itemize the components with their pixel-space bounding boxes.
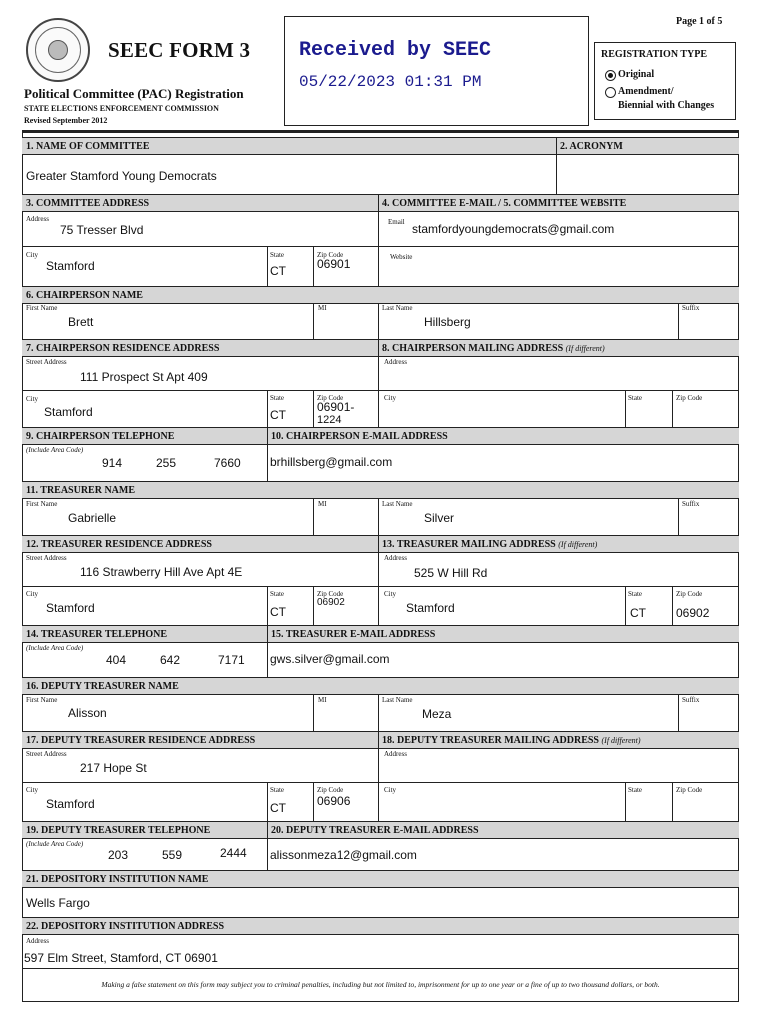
section-8-title: 8. CHAIRPERSON MAILING ADDRESS <box>382 343 564 354</box>
chair-city-field[interactable]: Stamford <box>44 405 93 419</box>
mail-zip-label: Zip Code <box>676 590 703 598</box>
suffix-label: Suffix <box>682 304 700 312</box>
radio-original[interactable] <box>605 70 616 81</box>
section-18-title: 18. DEPUTY TREASURER MAILING ADDRESS <box>382 735 599 746</box>
section-13-title: 13. TREASURER MAILING ADDRESS <box>382 539 556 550</box>
committee-zip-field[interactable]: 06901 <box>317 257 351 271</box>
area-code-label: (Include Area Code) <box>26 840 84 848</box>
section-19-header: 19. DEPUTY TREASURER TELEPHONE <box>22 821 268 839</box>
state-label: State <box>270 786 284 794</box>
first-name-label: First Name <box>26 500 58 508</box>
treasurer-state-field[interactable]: CT <box>270 605 286 619</box>
mail-zip-label: Zip Code <box>676 786 703 794</box>
chair-zip-field[interactable]: 06901- <box>317 400 355 414</box>
area-code-label: (Include Area Code) <box>26 644 84 652</box>
divider <box>678 695 679 731</box>
if-different-note: (If different) <box>601 736 641 745</box>
chair-street-field[interactable]: 111 Prospect St Apt 409 <box>80 370 208 384</box>
treasurer-street-field[interactable]: 116 Strawberry Hill Ave Apt 4E <box>80 565 243 579</box>
section-1-header: 1. NAME OF COMMITTEE <box>22 137 557 155</box>
divider <box>22 586 739 587</box>
section-3-header: 3. COMMITTEE ADDRESS <box>22 194 379 212</box>
state-label: State <box>270 394 284 402</box>
section-18-header <box>378 731 739 749</box>
section-12-header: 12. TREASURER RESIDENCE ADDRESS <box>22 535 379 553</box>
divider <box>313 246 314 286</box>
divider <box>22 968 739 969</box>
divider <box>672 586 673 625</box>
radio-amendment-label: Amendment/ <box>618 86 674 97</box>
page-number: Page 1 of 5 <box>676 16 723 27</box>
mail-city-label: City <box>384 394 397 402</box>
chair-first-name-field[interactable]: Brett <box>68 315 94 329</box>
chair-zip-ext-field[interactable]: 1224 <box>317 414 342 426</box>
section-22-header: 22. DEPOSITORY INSTITUTION ADDRESS <box>22 917 739 935</box>
section-15-header: 15. TREASURER E-MAIL ADDRESS <box>267 625 739 643</box>
treasurer-zip-field[interactable]: 06902 <box>317 597 345 608</box>
last-name-label: Last Name <box>382 304 413 312</box>
treasurer-first-name-field[interactable]: Gabrielle <box>68 511 117 525</box>
section-13-header <box>378 535 739 553</box>
stamp-received-text: Received by SEEC <box>299 39 492 62</box>
treasurer-phone-line-field[interactable]: 7171 <box>218 653 245 667</box>
last-name-label: Last Name <box>382 500 413 508</box>
divider <box>267 625 268 678</box>
state-label: State <box>270 251 284 259</box>
mail-zip-label: Zip Code <box>676 394 703 402</box>
zip-label: Zip Code <box>317 590 344 598</box>
state-label: State <box>270 590 284 598</box>
street-address-label: Street Address <box>26 554 67 562</box>
deputy-street-field[interactable]: 217 Hope St <box>80 761 147 775</box>
deputy-zip-field[interactable]: 06906 <box>317 794 351 808</box>
committee-name-field[interactable]: Greater Stamford Young Democrats <box>26 169 217 183</box>
divider <box>378 304 379 339</box>
deputy-state-field[interactable]: CT <box>270 801 286 815</box>
divider <box>267 427 268 482</box>
section-7-header: 7. CHAIRPERSON RESIDENCE ADDRESS <box>22 339 379 357</box>
registration-type-title: REGISTRATION TYPE <box>601 49 708 60</box>
section-11-header: 11. TREASURER NAME <box>22 481 739 499</box>
divider <box>313 782 314 821</box>
received-stamp <box>284 16 589 126</box>
city-label: City <box>26 395 39 403</box>
mail-state-label: State <box>628 786 642 794</box>
deputy-phone-prefix-field[interactable]: 559 <box>162 848 183 862</box>
treasurer-mail-city-field[interactable]: Stamford <box>406 601 455 615</box>
divider <box>378 535 379 625</box>
agency-name: STATE ELECTIONS ENFORCEMENT COMMISSION <box>24 104 219 113</box>
divider <box>267 821 268 871</box>
revision-date: Revised September 2012 <box>24 116 108 125</box>
area-code-label: (Include Area Code) <box>26 446 84 454</box>
divider <box>678 304 679 339</box>
divider <box>556 137 557 194</box>
stamp-datetime: 05/22/2023 01:31 PM <box>299 73 482 91</box>
form-subtitle: Political Committee (PAC) Registration <box>24 86 244 101</box>
mail-city-label: City <box>384 786 397 794</box>
section-6-header: 6. CHAIRPERSON NAME <box>22 286 739 304</box>
divider <box>672 390 673 427</box>
email-label: Email <box>388 218 405 226</box>
street-address-label: Street Address <box>26 358 67 366</box>
section-20-header: 20. DEPUTY TREASURER E-MAIL ADDRESS <box>267 821 739 839</box>
divider <box>313 695 314 731</box>
divider <box>313 390 314 427</box>
treasurer-city-field[interactable]: Stamford <box>46 601 95 615</box>
penalty-notice: Making a false statement on this form may subject you to criminal penalties, including but not limited to, imprisonment for up to one year or a fine of up to two thousand dollars, or both. <box>101 980 660 989</box>
first-name-label: First Name <box>26 696 58 704</box>
treasurer-phone-area-field[interactable]: 404 <box>106 653 127 667</box>
zip-label: Zip Code <box>317 394 344 402</box>
radio-original-label: Original <box>618 69 655 80</box>
divider <box>378 499 379 535</box>
treasurer-phone-prefix-field[interactable]: 642 <box>160 653 181 667</box>
section-2-header: 2. ACRONYM <box>556 137 739 155</box>
treasurer-mail-state-field[interactable]: CT <box>630 606 646 620</box>
radio-amendment-label-2: Biennial with Changes <box>618 100 715 111</box>
street-address-label: Street Address <box>26 750 67 758</box>
mi-label: MI <box>318 304 327 312</box>
section-17-header: 17. DEPUTY TREASURER RESIDENCE ADDRESS <box>22 731 379 749</box>
depository-address-field[interactable]: 597 Elm Street, Stamford, CT 06901 <box>24 951 218 965</box>
chair-last-name-field[interactable]: Hillsberg <box>424 315 471 329</box>
divider <box>625 390 626 427</box>
divider <box>625 782 626 821</box>
divider <box>267 390 268 427</box>
mail-city-label: City <box>384 590 397 598</box>
if-different-note: (If different) <box>558 540 598 549</box>
form-title: SEEC FORM 3 <box>108 38 251 62</box>
state-seal-icon <box>26 18 90 82</box>
city-label: City <box>26 590 39 598</box>
if-different-note: (If different) <box>565 344 605 353</box>
deputy-first-name-field[interactable]: Alisson <box>68 706 107 720</box>
divider <box>22 246 739 247</box>
divider <box>267 586 268 625</box>
committee-city-field[interactable]: Stamford <box>46 259 95 273</box>
deputy-last-name-field[interactable]: Meza <box>422 707 452 721</box>
committee-email-field[interactable]: stamfordyoungdemocrats@gmail.com <box>412 222 615 236</box>
deputy-email-field[interactable]: alissonmeza12@gmail.com <box>270 848 417 862</box>
address-label: Address <box>26 937 49 945</box>
divider <box>313 499 314 535</box>
zip-label: Zip Code <box>317 786 344 794</box>
mail-address-label: Address <box>384 750 407 758</box>
divider <box>625 586 626 625</box>
mail-state-label: State <box>628 394 642 402</box>
treasurer-last-name-field[interactable]: Silver <box>424 511 455 525</box>
divider <box>378 731 379 821</box>
section-10-header: 10. CHAIRPERSON E-MAIL ADDRESS <box>267 427 739 445</box>
divider <box>267 246 268 286</box>
divider <box>672 782 673 821</box>
city-label: City <box>26 786 39 794</box>
mail-address-label: Address <box>384 358 407 366</box>
section-14-header: 14. TREASURER TELEPHONE <box>22 625 268 643</box>
divider <box>378 339 379 427</box>
deputy-phone-area-field[interactable]: 203 <box>108 848 129 862</box>
divider <box>678 499 679 535</box>
section-4-header: 4. COMMITTEE E-MAIL / 5. COMMITTEE WEBSITE <box>378 194 739 212</box>
radio-amendment[interactable] <box>605 87 616 98</box>
mail-address-label: Address <box>384 554 407 562</box>
registration-type-box <box>594 42 736 120</box>
mi-label: MI <box>318 696 327 704</box>
depository-name-field[interactable]: Wells Fargo <box>26 896 90 910</box>
chair-phone-line-field[interactable]: 7660 <box>214 456 241 470</box>
divider <box>22 782 739 783</box>
divider <box>313 586 314 625</box>
first-name-label: First Name <box>26 304 58 312</box>
suffix-label: Suffix <box>682 500 700 508</box>
committee-address-field[interactable]: 75 Tresser Blvd <box>60 223 144 237</box>
treasurer-mail-zip-field[interactable]: 06902 <box>676 606 710 620</box>
divider <box>22 390 739 391</box>
treasurer-mail-address-field[interactable]: 525 W Hill Rd <box>414 566 488 580</box>
chair-email-field[interactable]: brhillsberg@gmail.com <box>270 455 393 469</box>
divider <box>267 782 268 821</box>
divider <box>378 194 379 286</box>
city-label: City <box>26 251 39 259</box>
section-16-header: 16. DEPUTY TREASURER NAME <box>22 677 739 695</box>
address-label: Address <box>26 215 49 223</box>
divider <box>313 304 314 339</box>
chair-state-field[interactable]: CT <box>270 408 286 422</box>
treasurer-email-field[interactable]: gws.silver@gmail.com <box>270 652 390 666</box>
suffix-label: Suffix <box>682 696 700 704</box>
chair-phone-area-field[interactable]: 914 <box>102 456 123 470</box>
section-8-header <box>378 339 739 357</box>
deputy-city-field[interactable]: Stamford <box>46 797 95 811</box>
mi-label: MI <box>318 500 327 508</box>
zip-label: Zip Code <box>317 251 344 259</box>
chair-phone-prefix-field[interactable]: 255 <box>156 456 177 470</box>
deputy-phone-line-field[interactable]: 2444 <box>220 846 247 860</box>
last-name-label: Last Name <box>382 696 413 704</box>
section-9-header: 9. CHAIRPERSON TELEPHONE <box>22 427 268 445</box>
committee-state-field[interactable]: CT <box>270 264 286 278</box>
website-label: Website <box>390 253 413 261</box>
divider <box>378 695 379 731</box>
section-21-header: 21. DEPOSITORY INSTITUTION NAME <box>22 870 739 888</box>
mail-state-label: State <box>628 590 642 598</box>
